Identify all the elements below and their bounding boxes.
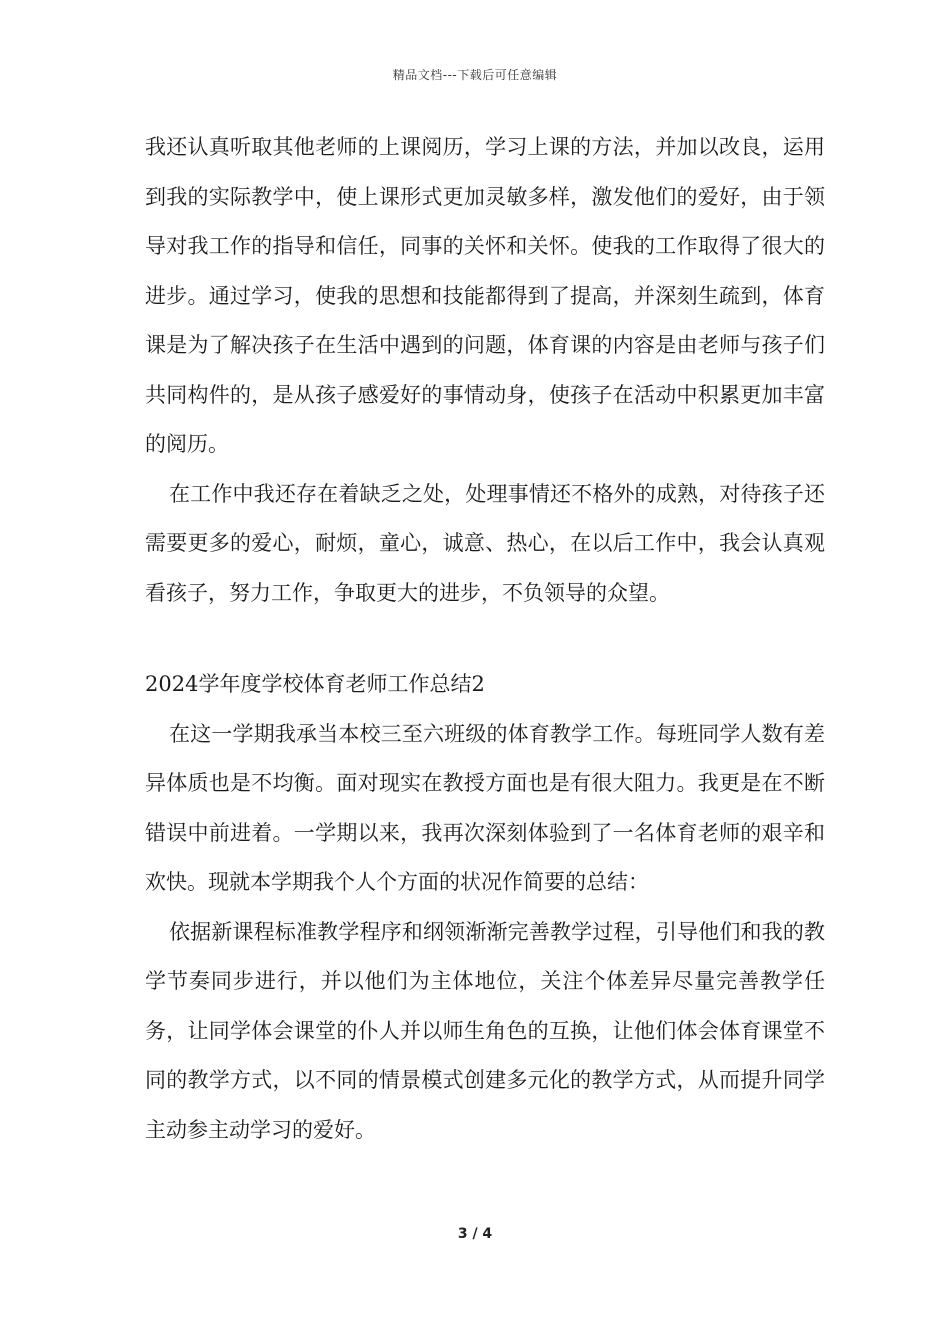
section-paragraph-2: 依据新课程标准教学程序和纲领渐渐完善教学过程，引导他们和我的教学节奏同步进行，并以他们为主体地位，关注个体差异尽量完善教学任务，让同学体会课堂的仆人并以师生角色的互换，让他们体会体育课堂不同的教学方式，以不同的情景模式创建多元化的教学方式，从而提升同学主动参主动学习的爱好。 bbox=[145, 919, 825, 1142]
document-body bbox=[145, 123, 825, 1155]
body-paragraph-1: 我还认真听取其他老师的上课阅历，学习上课的方法，并加以改良，运用到我的实际教学中，使上课形式更加灵敏多样，激发他们的爱好，由于领导对我工作的指导和信任，同事的关怀和关怀。使我的工作取得了很大的进步。通过学习，使我的思想和技能都得到了提高，并深刻生疏到，体育课是为了解决孩子在生活中遇到的问题，体育课的内容是由老师与孩子们共同构件的，是从孩子感爱好的事情动身，使孩子在活动中积累更加丰富的阅历。 bbox=[145, 135, 825, 456]
body-paragraph-2: 在工作中我还存在着缺乏之处，处理事情还不格外的成熟，对待孩子还需要更多的爱心，耐烦，童心，诚意、热心，在以后工作中，我会认真观看孩子，努力工作，争取更大的进步，不负领导的众望。 bbox=[145, 481, 825, 605]
section-title: 2024学年度学校体育老师工作总结2 bbox=[145, 672, 485, 696]
section-paragraph-1: 在这一学期我承当本校三至六班级的体育教学工作。每班同学人数有差异体质也是不均衡。面对现实在教授方面也是有很大阻力。我更是在不断错误中前进着。一学期以来，我再次深刻体验到了一名体育老师的艰辛和欢快。现就本学期我个人个方面的状况作简要的总结： bbox=[145, 721, 825, 894]
page-header: 精品文档---下载后可任意编辑 bbox=[392, 68, 558, 82]
page-number: 3 / 4 bbox=[457, 1226, 493, 1242]
